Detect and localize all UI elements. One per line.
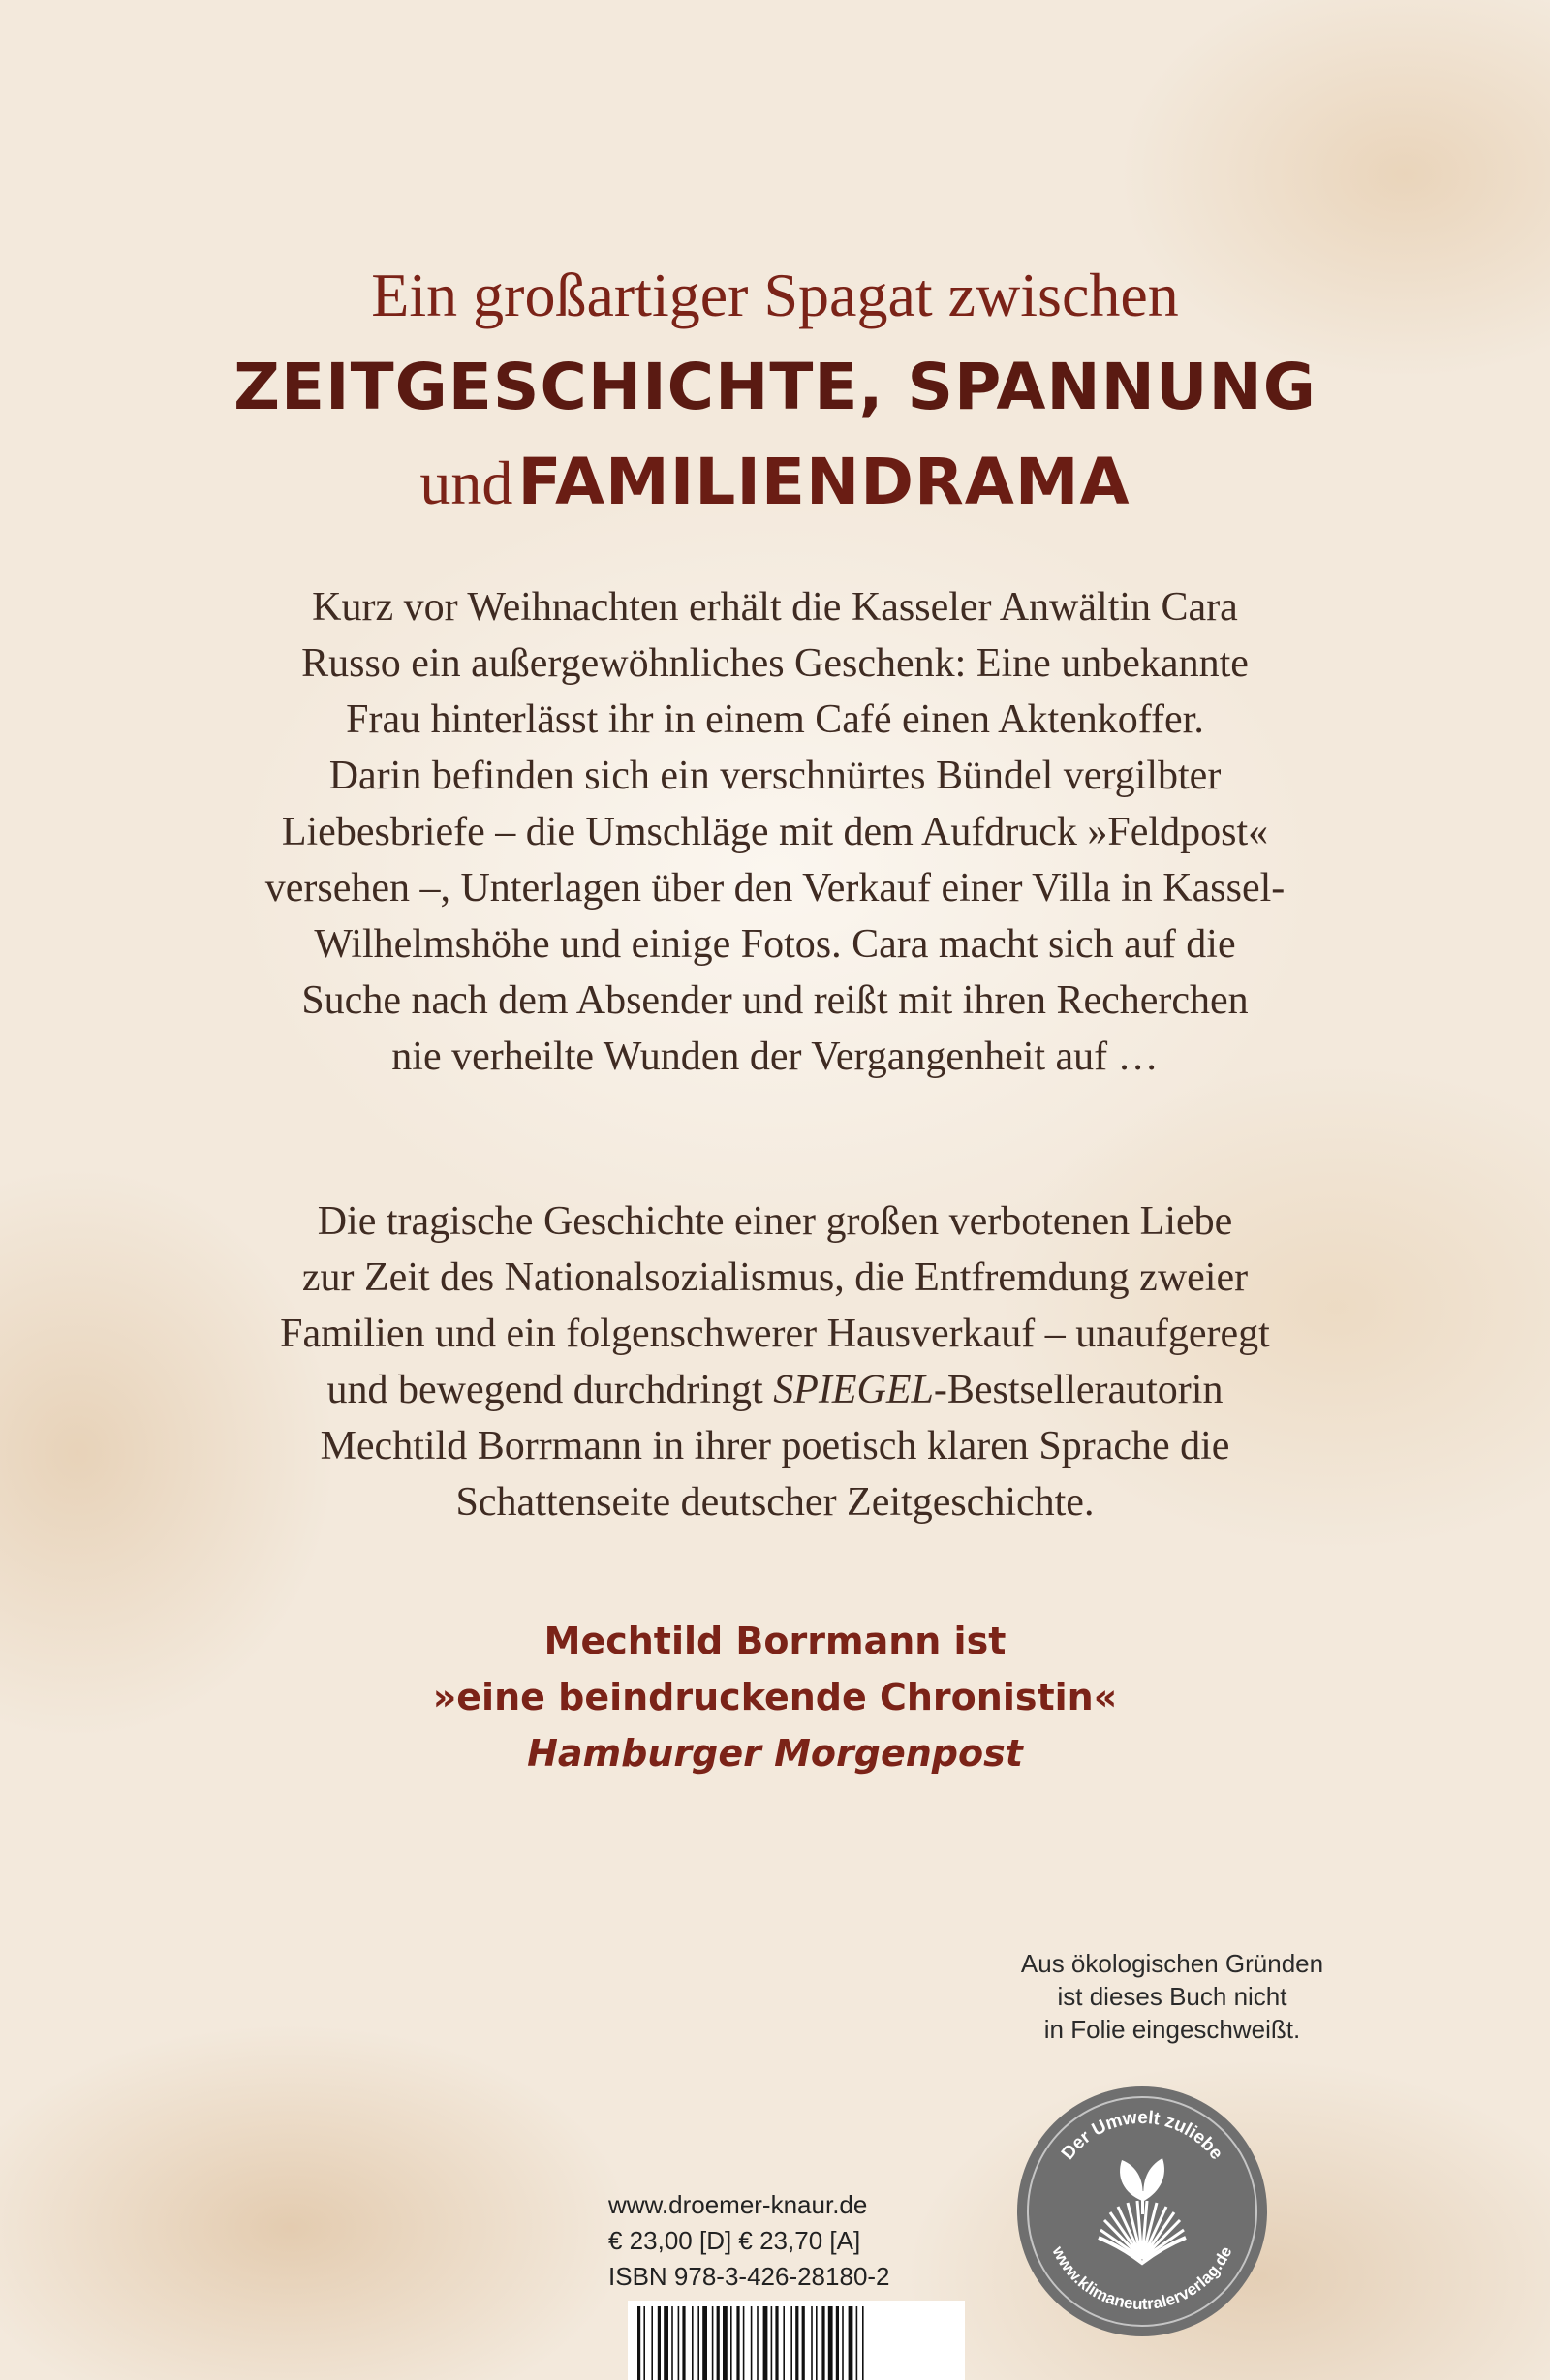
blurb-line: nie verheilte Wunden der Vergangenheit auf … xyxy=(391,1035,1159,1079)
headline xyxy=(0,252,1550,528)
barcode-bar xyxy=(856,2306,858,2380)
badge-bottom-text: www.klimaneutralerverlag.de xyxy=(1048,2243,1236,2314)
blurb-line: versehen –, Unterlagen über den Verkauf einer Villa in Kassel- xyxy=(264,866,1286,911)
publisher-info xyxy=(608,2187,890,2295)
headline-line-1: Ein großartiger Spagat zwischen xyxy=(371,261,1179,329)
barcode-bar xyxy=(712,2306,714,2380)
barcode-bar xyxy=(790,2306,792,2380)
blurb-line: Die tragische Geschichte einer großen verbotenen Liebe xyxy=(317,1199,1233,1244)
press-quote xyxy=(0,1613,1550,1781)
headline-line-2: ZEITGESCHICHTE, SPANNUNG xyxy=(233,350,1317,424)
barcode-bar xyxy=(811,2306,813,2380)
barcode-bar xyxy=(828,2306,833,2380)
barcode-bar xyxy=(822,2306,824,2380)
barcode-bar xyxy=(802,2306,805,2380)
publisher-website[interactable]: www.droemer-knaur.de xyxy=(608,2190,868,2219)
barcode-bar xyxy=(849,2306,853,2380)
eco-note-line: Aus ökologischen Gründen xyxy=(1020,1949,1324,1978)
barcode-bar xyxy=(771,2306,773,2380)
barcode-bar xyxy=(783,2306,785,2380)
barcode-bar xyxy=(651,2306,653,2380)
barcode-bar xyxy=(637,2306,640,2380)
headline-emphasis: FAMILIENDRAMA xyxy=(517,445,1131,519)
blurb-line: Familien und ein folgenschwerer Hausverkauf – unaufgeregt xyxy=(280,1312,1270,1356)
spiegel-italic: SPIEGEL xyxy=(773,1368,934,1412)
price-line: € 23,00 [D] € 23,70 [A] xyxy=(608,2226,861,2255)
blurb-line: Wilhelmshöhe und einige Fotos. Cara macht sich auf die xyxy=(314,922,1236,967)
quote-line-2: »eine beindruckende Chronistin« xyxy=(432,1676,1118,1718)
barcode-bar xyxy=(671,2306,673,2380)
headline-connector: und xyxy=(419,448,513,517)
headline-line-3 xyxy=(0,436,1550,528)
barcode-bar xyxy=(643,2306,645,2380)
blurb-text: und bewegend durchdringt xyxy=(326,1368,774,1412)
eco-note xyxy=(911,1947,1434,2046)
climate-neutral-badge xyxy=(1015,2085,1269,2338)
barcode-bar xyxy=(763,2306,768,2380)
eco-note-line: in Folie eingeschweißt. xyxy=(1043,2015,1301,2044)
blurb-line: Kurz vor Weihnachten erhält die Kasseler Anwältin Cara xyxy=(312,585,1238,630)
barcode-bar xyxy=(816,2306,818,2380)
blurb-paragraph-1 xyxy=(116,579,1434,1085)
blurb-line: Russo ein außergewöhnliches Geschenk: Eine unbekannte xyxy=(301,641,1249,686)
blurb-line: zur Zeit des Nationalsozialismus, die Entfremdung zweier xyxy=(301,1255,1249,1300)
barcode-bar xyxy=(836,2306,839,2380)
barcode-bar xyxy=(743,2306,745,2380)
isbn-line: ISBN 978-3-426-28180-2 xyxy=(608,2262,890,2291)
quote-source: Hamburger Morgenpost xyxy=(527,1732,1023,1775)
barcode-bar xyxy=(658,2306,661,2380)
blurb-paragraph-2 xyxy=(116,1193,1434,1530)
barcode-bar xyxy=(698,2306,699,2380)
barcode-bar xyxy=(775,2306,778,2380)
blurb-line: Liebesbriefe – die Umschläge mit dem Aufdruck »Feldpost« xyxy=(281,810,1269,854)
barcode-bar xyxy=(692,2306,694,2380)
barcode-bar xyxy=(723,2306,728,2380)
blurb-line: Mechtild Borrmann in ihrer poetisch klaren Sprache die xyxy=(320,1424,1230,1468)
blurb-line: Schattenseite deutscher Zeitgeschichte. xyxy=(455,1480,1095,1525)
barcode-bar xyxy=(678,2306,680,2380)
blurb-line: Suche nach dem Absender und reißt mit ihren Recherchen xyxy=(301,978,1249,1023)
quote-line-1: Mechtild Borrmann ist xyxy=(543,1620,1007,1662)
barcode-bar xyxy=(717,2306,720,2380)
barcode-bar xyxy=(736,2306,739,2380)
blurb-text: -Bestsellerautorin xyxy=(933,1368,1224,1412)
barcode-bar xyxy=(702,2306,707,2380)
badge-top-text: Der Umwelt zuliebe xyxy=(1057,2107,1227,2164)
barcode-bar xyxy=(664,2306,668,2380)
eco-note-line: ist dieses Buch nicht xyxy=(1057,1982,1287,2011)
barcode-bar xyxy=(757,2306,759,2380)
blurb-line: Frau hinterlässt ihr in einem Café einen Aktenkoffer. xyxy=(346,697,1204,742)
barcode-bar xyxy=(862,2306,864,2380)
barcode-bar xyxy=(751,2306,753,2380)
blurb-line xyxy=(116,1362,1434,1418)
isbn-barcode xyxy=(628,2301,965,2380)
barcode-bar xyxy=(730,2306,732,2380)
barcode-bar xyxy=(842,2306,844,2380)
barcode-bar xyxy=(795,2306,798,2380)
blurb-line: Darin befinden sich ein verschnürtes Bündel vergilbter xyxy=(328,754,1222,798)
barcode-bar xyxy=(682,2306,685,2380)
